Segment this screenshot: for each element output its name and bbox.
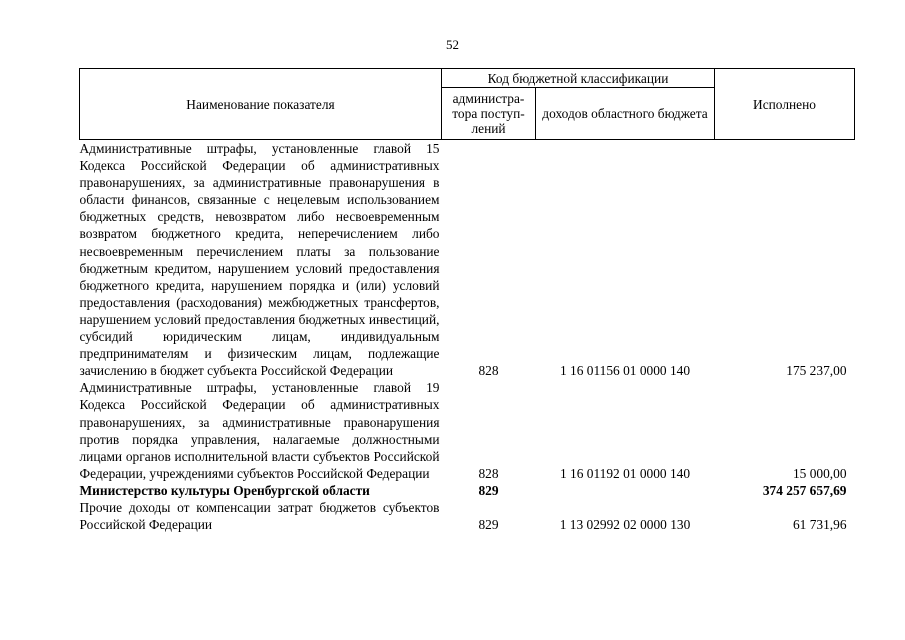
header-budget-code-group: Код бюджетной классификации <box>442 69 715 88</box>
row-revenue-code <box>536 482 715 499</box>
row-amount: 175 237,00 <box>786 363 847 379</box>
header-administrator: администра-тора поступ-лений <box>442 88 536 140</box>
row-revenue-code: 1 16 01156 01 0000 140 <box>559 363 691 379</box>
header-name: Наименование показателя <box>80 69 442 140</box>
table-row <box>80 379 855 482</box>
row-amount: 15 000,00 <box>792 465 847 481</box>
row-amount: 61 731,96 <box>792 517 847 533</box>
header-executed: Исполнено <box>715 69 855 140</box>
table-row <box>80 482 855 499</box>
revenue-table <box>79 68 855 533</box>
row-name: Прочие доходы от компенсации затрат бюджетов субъектов Российской Федерации <box>79 499 440 533</box>
row-name: Административные штрафы, установленные главой 19 Кодекса Российской Федерации об административных правонарушениях, за административные правонарушения против порядка управления, налагаемые должностными лицами органов исполнительной власти субъектов Российской Федерации, учреждениями субъектов Российской Федерации <box>79 380 440 481</box>
row-administrator: 828 <box>478 465 499 481</box>
header-revenue-code: доходов областного бюджета <box>536 88 715 140</box>
table-row <box>80 499 855 533</box>
table-header <box>80 69 855 140</box>
row-administrator: 829 <box>478 482 499 498</box>
table-row <box>80 140 855 380</box>
row-revenue-code: 1 16 01192 01 0000 140 <box>559 465 691 481</box>
row-name: Министерство культуры Оренбургской области <box>79 482 370 498</box>
row-administrator: 828 <box>478 363 499 379</box>
row-name: Административные штрафы, установленные главой 15 Кодекса Российской Федерации об административных правонарушениях, за административные правонарушения в области финансов, связанные с нецелевым использованием бюджетных средств, невозвратом либо несвоевременным возвратом бюджетного кредита, неперечислением либо несвоевременным перечислением платы за пользование бюджетным кредитом, нарушением условий предоставления бюджетного кредита, нарушением порядка и (или) условий предоставления (расходования) межбюджетных трансфертов, нарушением условий предоставления бюджетных инвестиций, субсидий юридическим лицам, индивидуальным предпринимателям и физическим лицам, подлежащие зачислению в бюджет субъекта Российской Федерации <box>79 141 440 379</box>
table-body <box>80 140 855 534</box>
row-administrator: 829 <box>478 517 499 533</box>
page-number: 52 <box>446 37 459 52</box>
row-amount: 374 257 657,69 <box>762 482 847 498</box>
row-revenue-code: 1 13 02992 02 0000 130 <box>559 517 691 533</box>
